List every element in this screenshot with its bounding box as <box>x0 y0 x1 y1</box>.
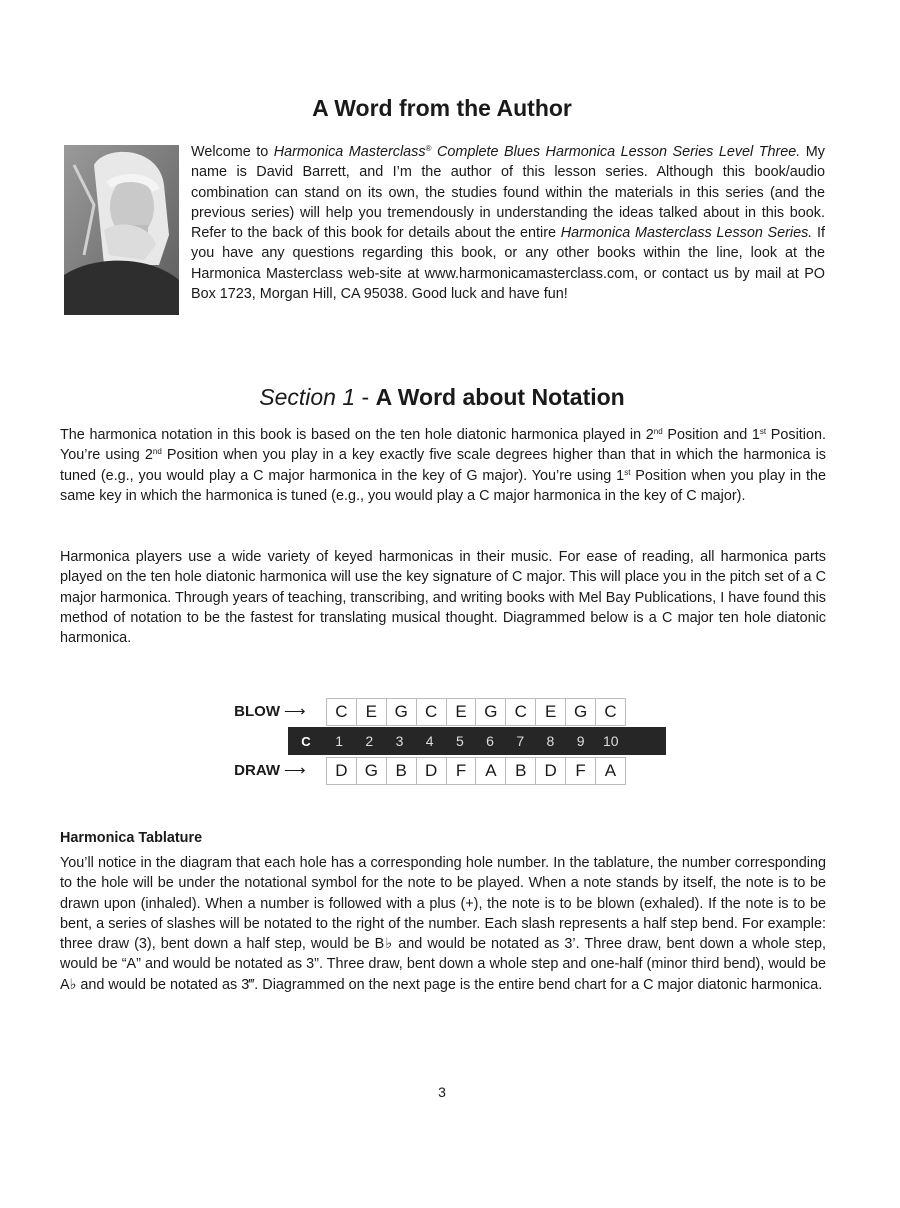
blow-note: G <box>475 698 506 726</box>
draw-note: D <box>535 757 566 785</box>
text: Position. You’re using 2 <box>60 427 826 464</box>
blow-note: E <box>535 698 566 726</box>
blow-note: C <box>416 698 447 726</box>
hole-number: 6 <box>486 733 494 749</box>
blow-note: G <box>565 698 596 726</box>
blow-arrow-icon: ⟶ <box>284 703 306 720</box>
blow-note: C <box>326 698 357 726</box>
section-title: A Word about Notation <box>375 384 625 410</box>
registered-mark: ® <box>425 144 432 153</box>
intro-text: Welcome to <box>191 144 274 160</box>
draw-note: F <box>565 757 596 785</box>
blow-notes-row <box>326 698 625 726</box>
blow-note: E <box>446 698 477 726</box>
intro-text: My name is David Barrett, and I’m the author of this lesson series. Although this book/audio combination can stand on its own, the studies found within the materials in this series (and the previous series) will help you tremendously in understanding the ideas talked about in this book. Refer to the back of this book for details about the entire <box>191 144 825 242</box>
section-heading <box>0 384 884 411</box>
text: Position and 1 <box>662 427 760 443</box>
draw-note: A <box>475 757 506 785</box>
blow-label: BLOW <box>234 703 280 720</box>
tablature-paragraph: You’ll notice in the diagram that each hole has a corresponding hole number. In the tablature, the number corresponding to the hole will be under the notational symbol for the note to be played. When a note stands by itself, the note is to be drawn upon (inhaled). When a number is followed with a plus (+), the note is to be blown (exhaled). If the note is to be bent, a series of slashes will be notated to the right of the number. Each slash represents a half step bend. For example: three draw (3), bent down a half step, would be B♭ and would be notated as 3’. Three draw, bent down a whole step, would be “A” and would be notated as 3”. Three draw, bent down a whole step and one-half (minor third bend), would be A♭ and would be notated as 3‴. Diagrammed on the next page is the entire bend chart for a C major diatonic harmonica. <box>60 855 826 993</box>
draw-label: DRAW <box>234 762 280 779</box>
draw-arrow-icon: ⟶ <box>284 762 306 779</box>
author-photo <box>64 145 179 315</box>
blow-note: E <box>356 698 387 726</box>
author-portrait-image <box>64 145 179 315</box>
draw-note: A <box>595 757 626 785</box>
ordinal: st <box>624 467 631 477</box>
section-number: Section 1 <box>259 384 356 410</box>
tablature-heading: Harmonica Tablature <box>60 830 203 846</box>
blow-note: C <box>505 698 536 726</box>
text: The harmonica notation in this book is based on the ten hole diatonic harmonica played in 2 <box>60 427 654 443</box>
series-name: Harmonica Masterclass Lesson Series. <box>560 225 813 242</box>
notation-paragraph-2: Harmonica players use a wide variety of keyed harmonicas in their music. For ease of reading, all harmonica parts played on the ten hole diatonic harmonica will use the key signature of C major. This will place you in the pitch set of a C major harmonica. Through years of teaching, transcribing, and writing books with Mel Bay Publications, I have found this method of notation to be the fastest for translating musical thought. Diagrammed below is a C major ten hole diatonic harmonica. <box>60 549 826 647</box>
draw-note: F <box>446 757 477 785</box>
series-name: Harmonica Masterclass <box>273 144 426 160</box>
hole-number: 5 <box>455 733 464 749</box>
section-separator: - <box>355 384 376 410</box>
hole-number: 2 <box>365 733 374 749</box>
hole-number: 4 <box>425 733 434 749</box>
hole-number-bar <box>288 727 666 755</box>
draw-note: B <box>505 757 536 785</box>
text: Position when you play in the same key in which the harmonica is tuned (e.g., you would play a C major harmonica in the key of C major). <box>60 467 826 504</box>
draw-note: D <box>326 757 357 785</box>
hole-numbers <box>324 733 626 749</box>
ordinal: nd <box>152 447 162 457</box>
ordinal: st <box>759 427 767 436</box>
hole-number: 9 <box>576 733 585 749</box>
blow-note: G <box>386 698 417 726</box>
draw-note: G <box>356 757 387 785</box>
page-title: A Word from the Author <box>312 95 572 121</box>
page-number: 3 <box>438 1084 446 1100</box>
draw-note: B <box>386 757 417 785</box>
blow-note: C <box>595 698 626 726</box>
hole-number: 10 <box>602 733 619 749</box>
draw-notes-row <box>326 757 625 785</box>
notation-paragraph-1 <box>60 425 826 506</box>
series-name-rest: Complete Blues Harmonica Lesson Series Level Three. <box>431 144 801 160</box>
harmonica-key: C <box>301 733 311 749</box>
hole-number: 3 <box>395 733 404 749</box>
hole-number: 1 <box>335 733 343 749</box>
draw-note: D <box>416 757 447 785</box>
ordinal: nd <box>653 427 663 436</box>
intro-text: If you have any questions regarding this book, or any other books within the line, look at the Harmonica Masterclass web-site at www.harmonicamasterclass.com, or contact us by mail at PO Box 1723, Morgan Hill, CA 95038. Good luck and have fun! <box>191 225 825 303</box>
hole-number: 8 <box>546 733 555 749</box>
hole-number: 7 <box>516 733 525 749</box>
text: Position when you play in a key exactly five scale degrees higher than that in which the harmonica is tuned (e.g., you would play a C major harmonica in the key of G major). You’re using 1 <box>60 447 827 484</box>
author-intro-paragraph <box>191 142 825 304</box>
